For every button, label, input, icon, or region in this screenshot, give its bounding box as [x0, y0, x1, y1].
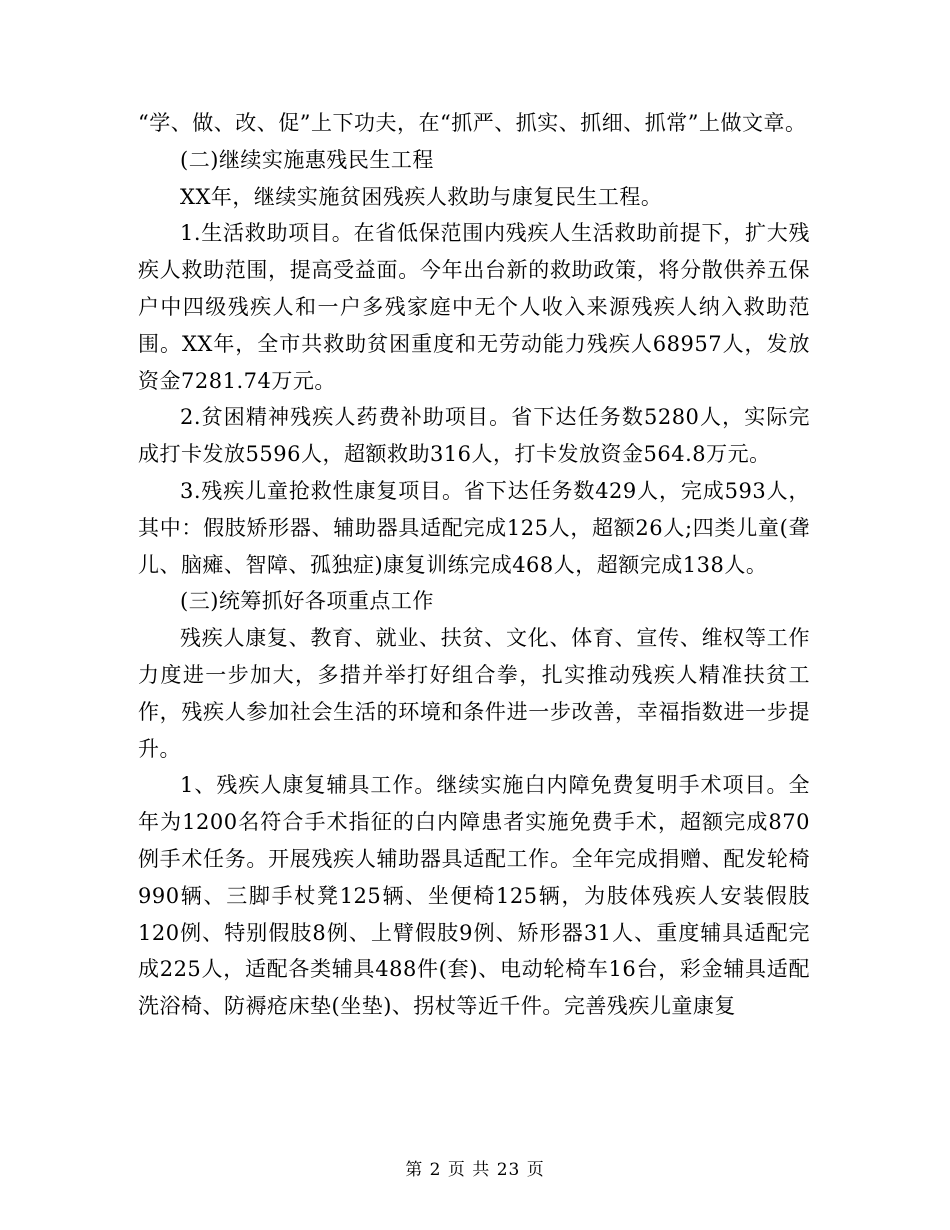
document-body [138, 105, 810, 1025]
section-heading-2: (二)继续实施惠残民生工程 [180, 147, 434, 172]
page-number-footer: 第 2 页 共 23 页 [405, 1160, 545, 1180]
paragraph-item-2: 2.贫困精神残疾人药费补助项目。省下达任务数5280人，实际完成打卡发放5596人，超额救助316人，打卡发放资金564.8万元。 [138, 405, 810, 467]
paragraph-continuation: “学、做、改、促”上下功夫，在“抓严、抓实、抓细、抓常”上做文章。 [138, 111, 807, 135]
paragraph-overview: 残疾人康复、教育、就业、扶贫、文化、体育、宣传、维权等工作力度进一步加大，多措并举打好组合拳，扎实推动残疾人精准扶贫工作，残疾人参加社会生活的环境和条件进一步改善，幸福指数进一步提升。 [138, 626, 810, 761]
paragraph-item-1: 1.生活救助项目。在省低保范围内残疾人生活救助前提下，扩大残疾人救助范围，提高受益面。今年出台新的救助政策，将分散供养五保户中四级残疾人和一户多残家庭中无个人收入来源残疾人纳入救助范围。XX年，全市共救助贫困重度和无劳动能力残疾人68957人，发放资金7281.74万元。 [138, 221, 810, 393]
paragraph-intro: XX年，继续实施贫困残疾人救助与康复民生工程。 [180, 184, 663, 209]
paragraph-rehab: 1、残疾人康复辅具工作。继续实施白内障免费复明手术项目。全年为1200名符合手术指征的白内障患者实施免费手术，超额完成870例手术任务。开展残疾人辅助器具适配工作。全年完成捐赠、配发轮椅990辆、三脚手杖凳125辆、坐便椅125辆，为肢体残疾人安装假肢120例、特别假肢8例、上臂假肢9例、矫形器31人、重度辅具适配完成225人，适配各类辅具488件(套)、电动轮椅车16台，彩金辅具适配洗浴椅、防褥疮床垫(坐垫)、拐杖等近千件。完善残疾儿童康复 [138, 773, 810, 1019]
paragraph-item-3: 3.残疾儿童抢救性康复项目。省下达任务数429人，完成593人，其中：假肢矫形器、辅助器具适配完成125人，超额26人;四类儿童(聋儿、脑瘫、智障、孤独症)康复训练完成468人，超额完成138人。 [138, 478, 810, 577]
section-heading-3: (三)统筹抓好各项重点工作 [180, 589, 434, 614]
